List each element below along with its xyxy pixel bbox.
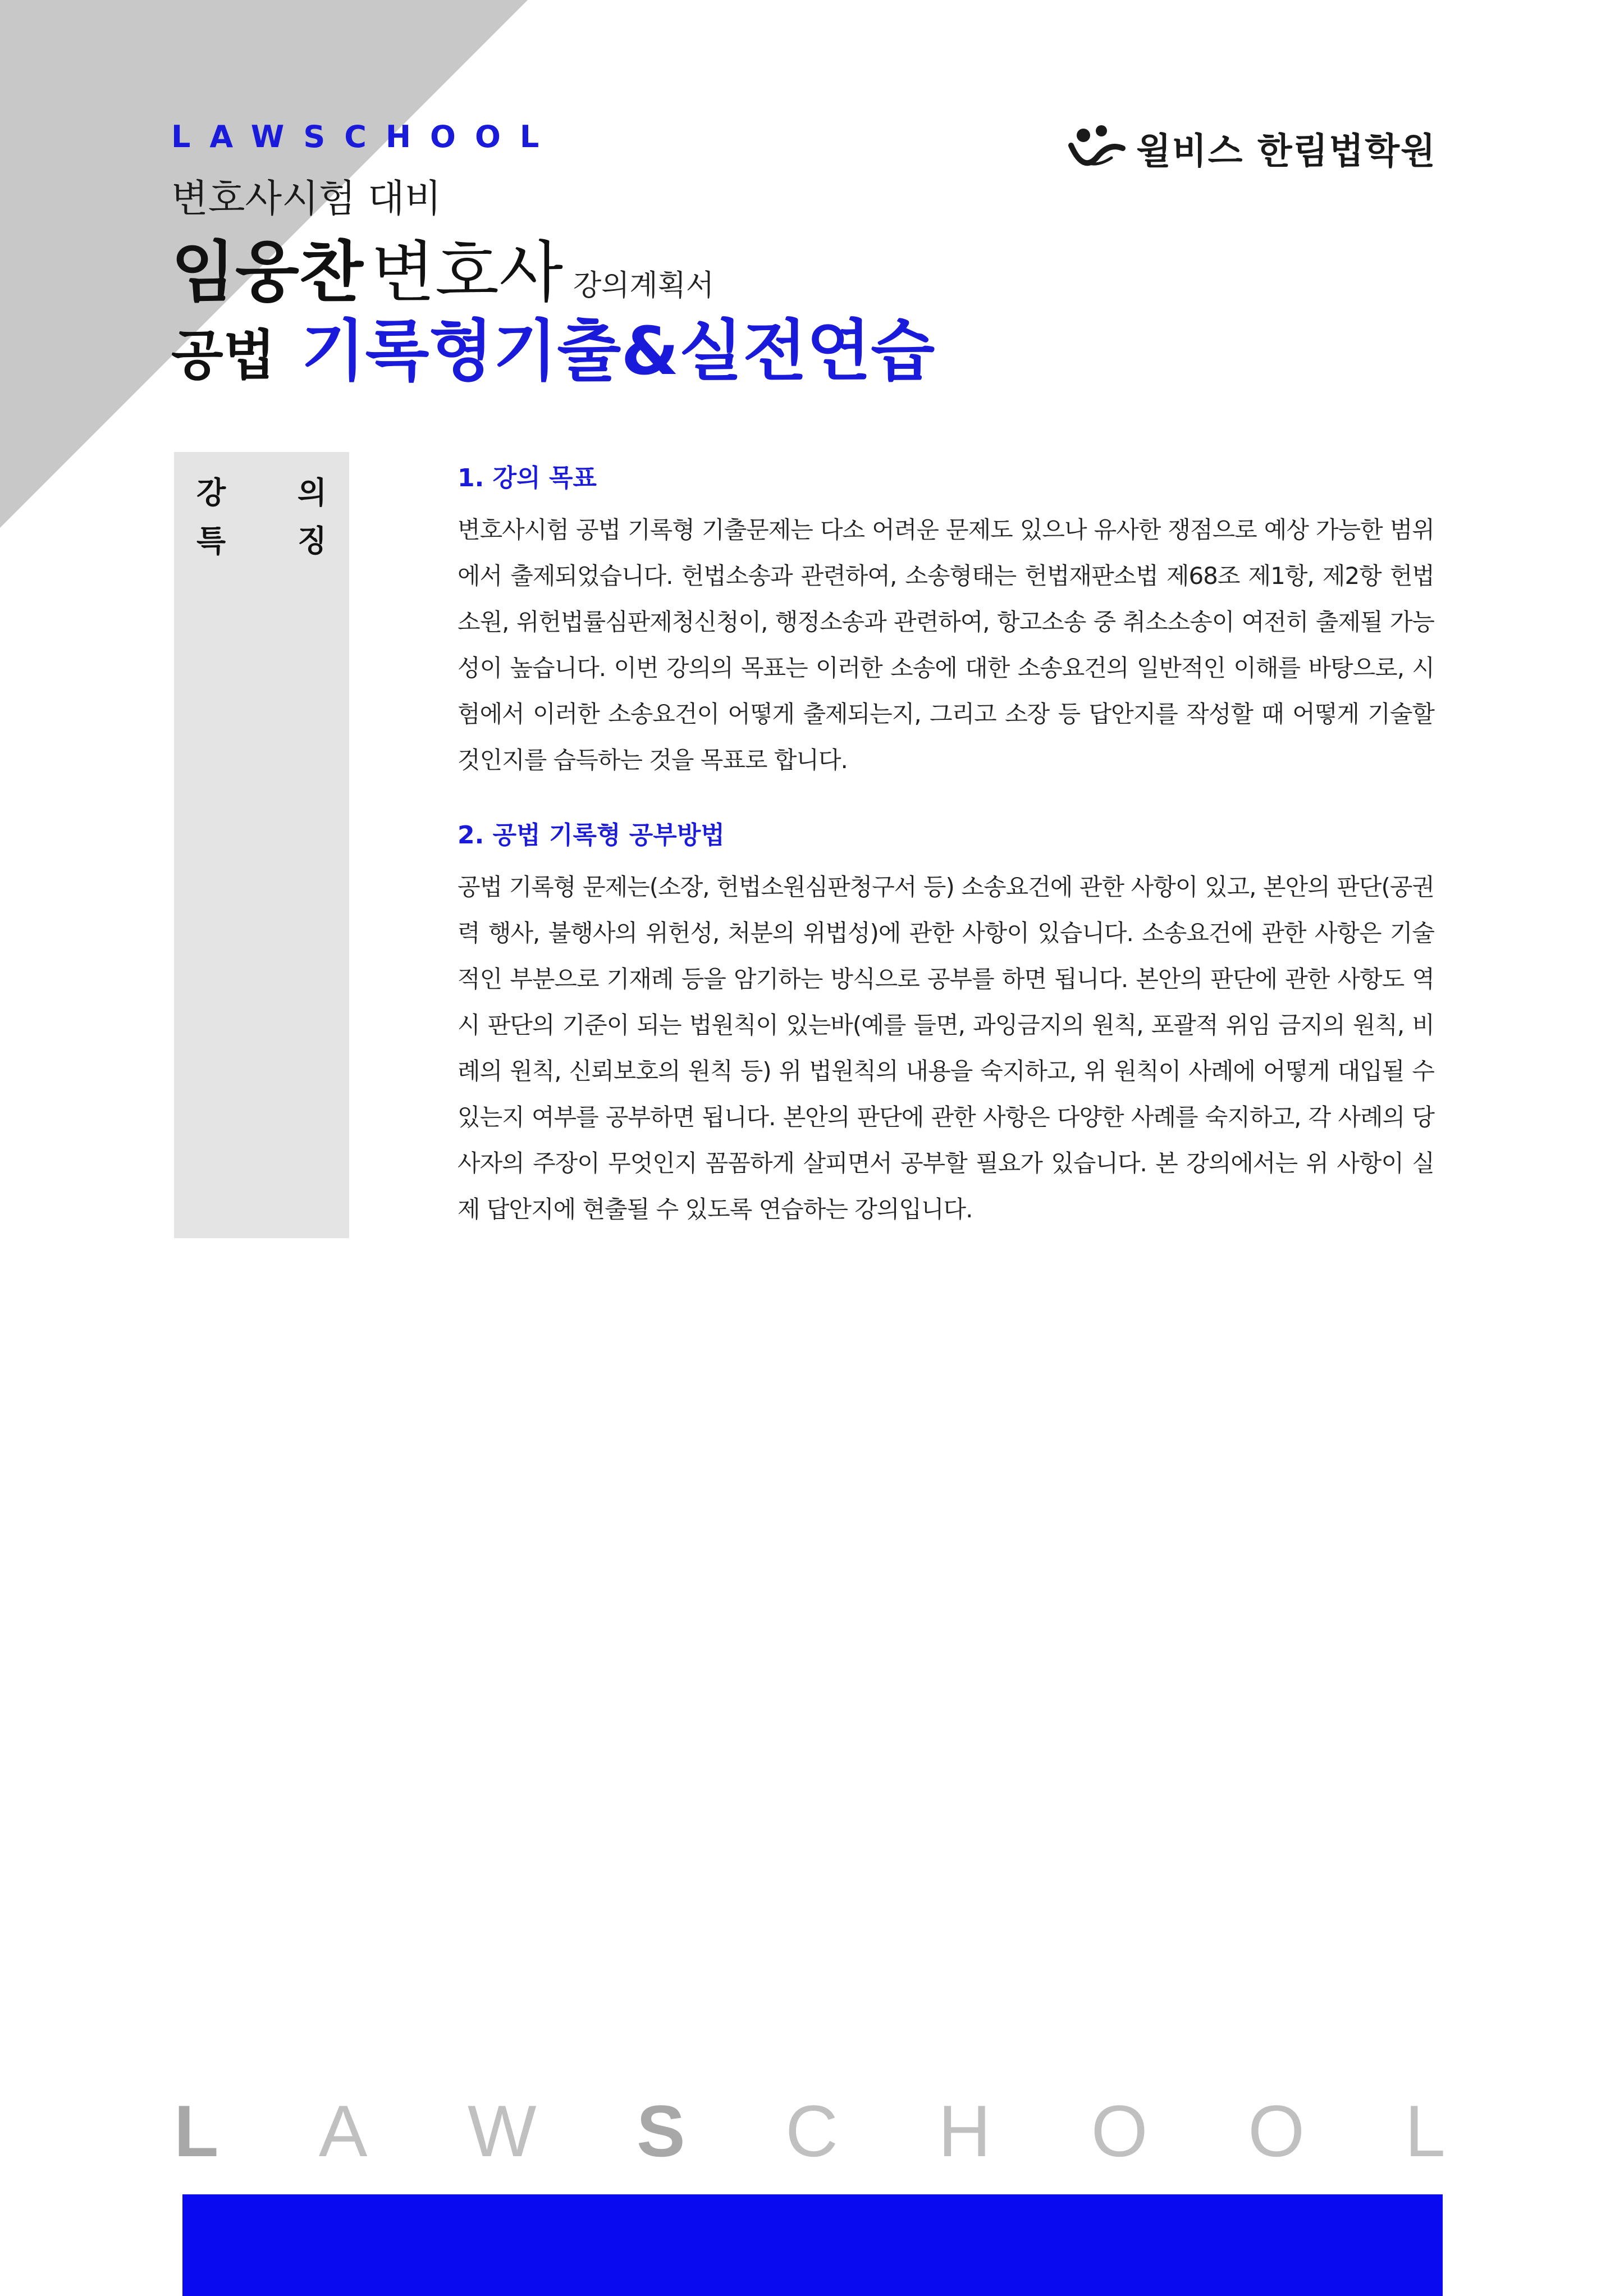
academy-logo-text: 윌비스 한림법학원 — [1136, 131, 1437, 172]
course-title-row — [171, 298, 935, 393]
side-char: 징 — [297, 523, 327, 559]
footer-wordmark — [174, 2089, 1445, 2173]
document-type: 강의계획서 — [573, 269, 715, 303]
side-panel — [174, 452, 349, 1238]
section-body: 변호사시험 공법 기록형 기출문제는 다소 어려운 문제도 있으나 유사한 쟁점으로 예상 가능한 범위에서 출제되었습니다. 헌법소송과 관련하여, 소송형태는 헌법재판소법 제68조 제1항, 제2항 헌법소원, 위헌법률심판제청신청이, 행정소송과 관련하여, 항고소송 중 취소소송이 여전히 출제될 가능성이 높습니다. 이번 강의의 목표는 이러한 소송에 대한 소송요건의 일반적인 이해를 바탕으로, 시험에서 이러한 소송요건이 어떻게 출제되는지, 그리고 소장 등 답안지를 작성할 때 어떻게 기술할 것인지를 습득하는 것을 목표로 합니다. — [458, 516, 1434, 774]
side-label-line-1 — [196, 469, 327, 517]
instructor-role: 변호사 — [370, 234, 563, 311]
footer-letter: L — [174, 2090, 219, 2172]
instructor-name: 임웅찬 — [171, 234, 363, 311]
exam-subtitle: 변호사시험 대비 — [171, 177, 442, 221]
footer-letter: S — [636, 2090, 685, 2172]
course-name: 기록형기출&실전연습 — [301, 312, 935, 390]
footer-letter: A — [318, 2090, 368, 2172]
side-char: 강 — [196, 475, 226, 510]
footer-band — [182, 2194, 1443, 2296]
academy-logo-icon — [1067, 123, 1128, 174]
side-char: 의 — [297, 475, 327, 510]
section-heading: 2. 공법 기록형 공부방법 — [458, 821, 725, 850]
footer-letter: W — [467, 2090, 537, 2172]
section-course-goal — [458, 458, 1434, 783]
footer-letter: H — [938, 2090, 991, 2172]
side-char: 특 — [196, 523, 226, 559]
section-study-method — [458, 815, 1434, 1233]
footer-letter: L — [1405, 2090, 1445, 2172]
side-label-line-2 — [196, 517, 327, 565]
footer-letter: O — [1091, 2090, 1148, 2172]
side-label — [196, 469, 327, 565]
main-content — [458, 458, 1434, 1233]
footer-letter: O — [1248, 2090, 1305, 2172]
footer-letter: C — [785, 2090, 838, 2172]
section-heading: 1. 강의 목표 — [458, 464, 597, 492]
section-body: 공법 기록형 문제는(소장, 헌법소원심판청구서 등) 소송요건에 관한 사항이 있고, 본안의 판단(공권력 행사, 불행사의 위헌성, 처분의 위법성)에 관한 사항이 있습니다. 소송요건에 관한 사항은 기술적인 부분으로 기재례 등을 암기하는 방식으로 공부를 하면 됩니다. 본안의 판단에 관한 사항도 역시 판단의 기준이 되는 법원칙이 있는바(예를 들면, 과잉금지의 원칙, 포괄적 위임 금지의 원칙, 비례의 원칙, 신뢰보호의 원칙 등) 위 법원칙의 내용을 숙지하고, 위 원칙이 사례에 어떻게 대입될 수 있는지 여부를 공부하면 됩니다. 본안의 판단에 관한 사항은 다양한 사례를 숙지하고, 각 사례의 당사자의 주장이 무엇인지 꼼꼼하게 살피면서 공부할 필요가 있습니다. 본 강의에서는 위 사항이 실제 답안지에 현출될 수 있도록 연습하는 강의입니다. — [458, 873, 1434, 1223]
academy-logo — [1067, 122, 1437, 174]
brand-wordmark: LAWSCHOOL — [171, 119, 559, 154]
course-subject: 공법 — [171, 324, 276, 387]
